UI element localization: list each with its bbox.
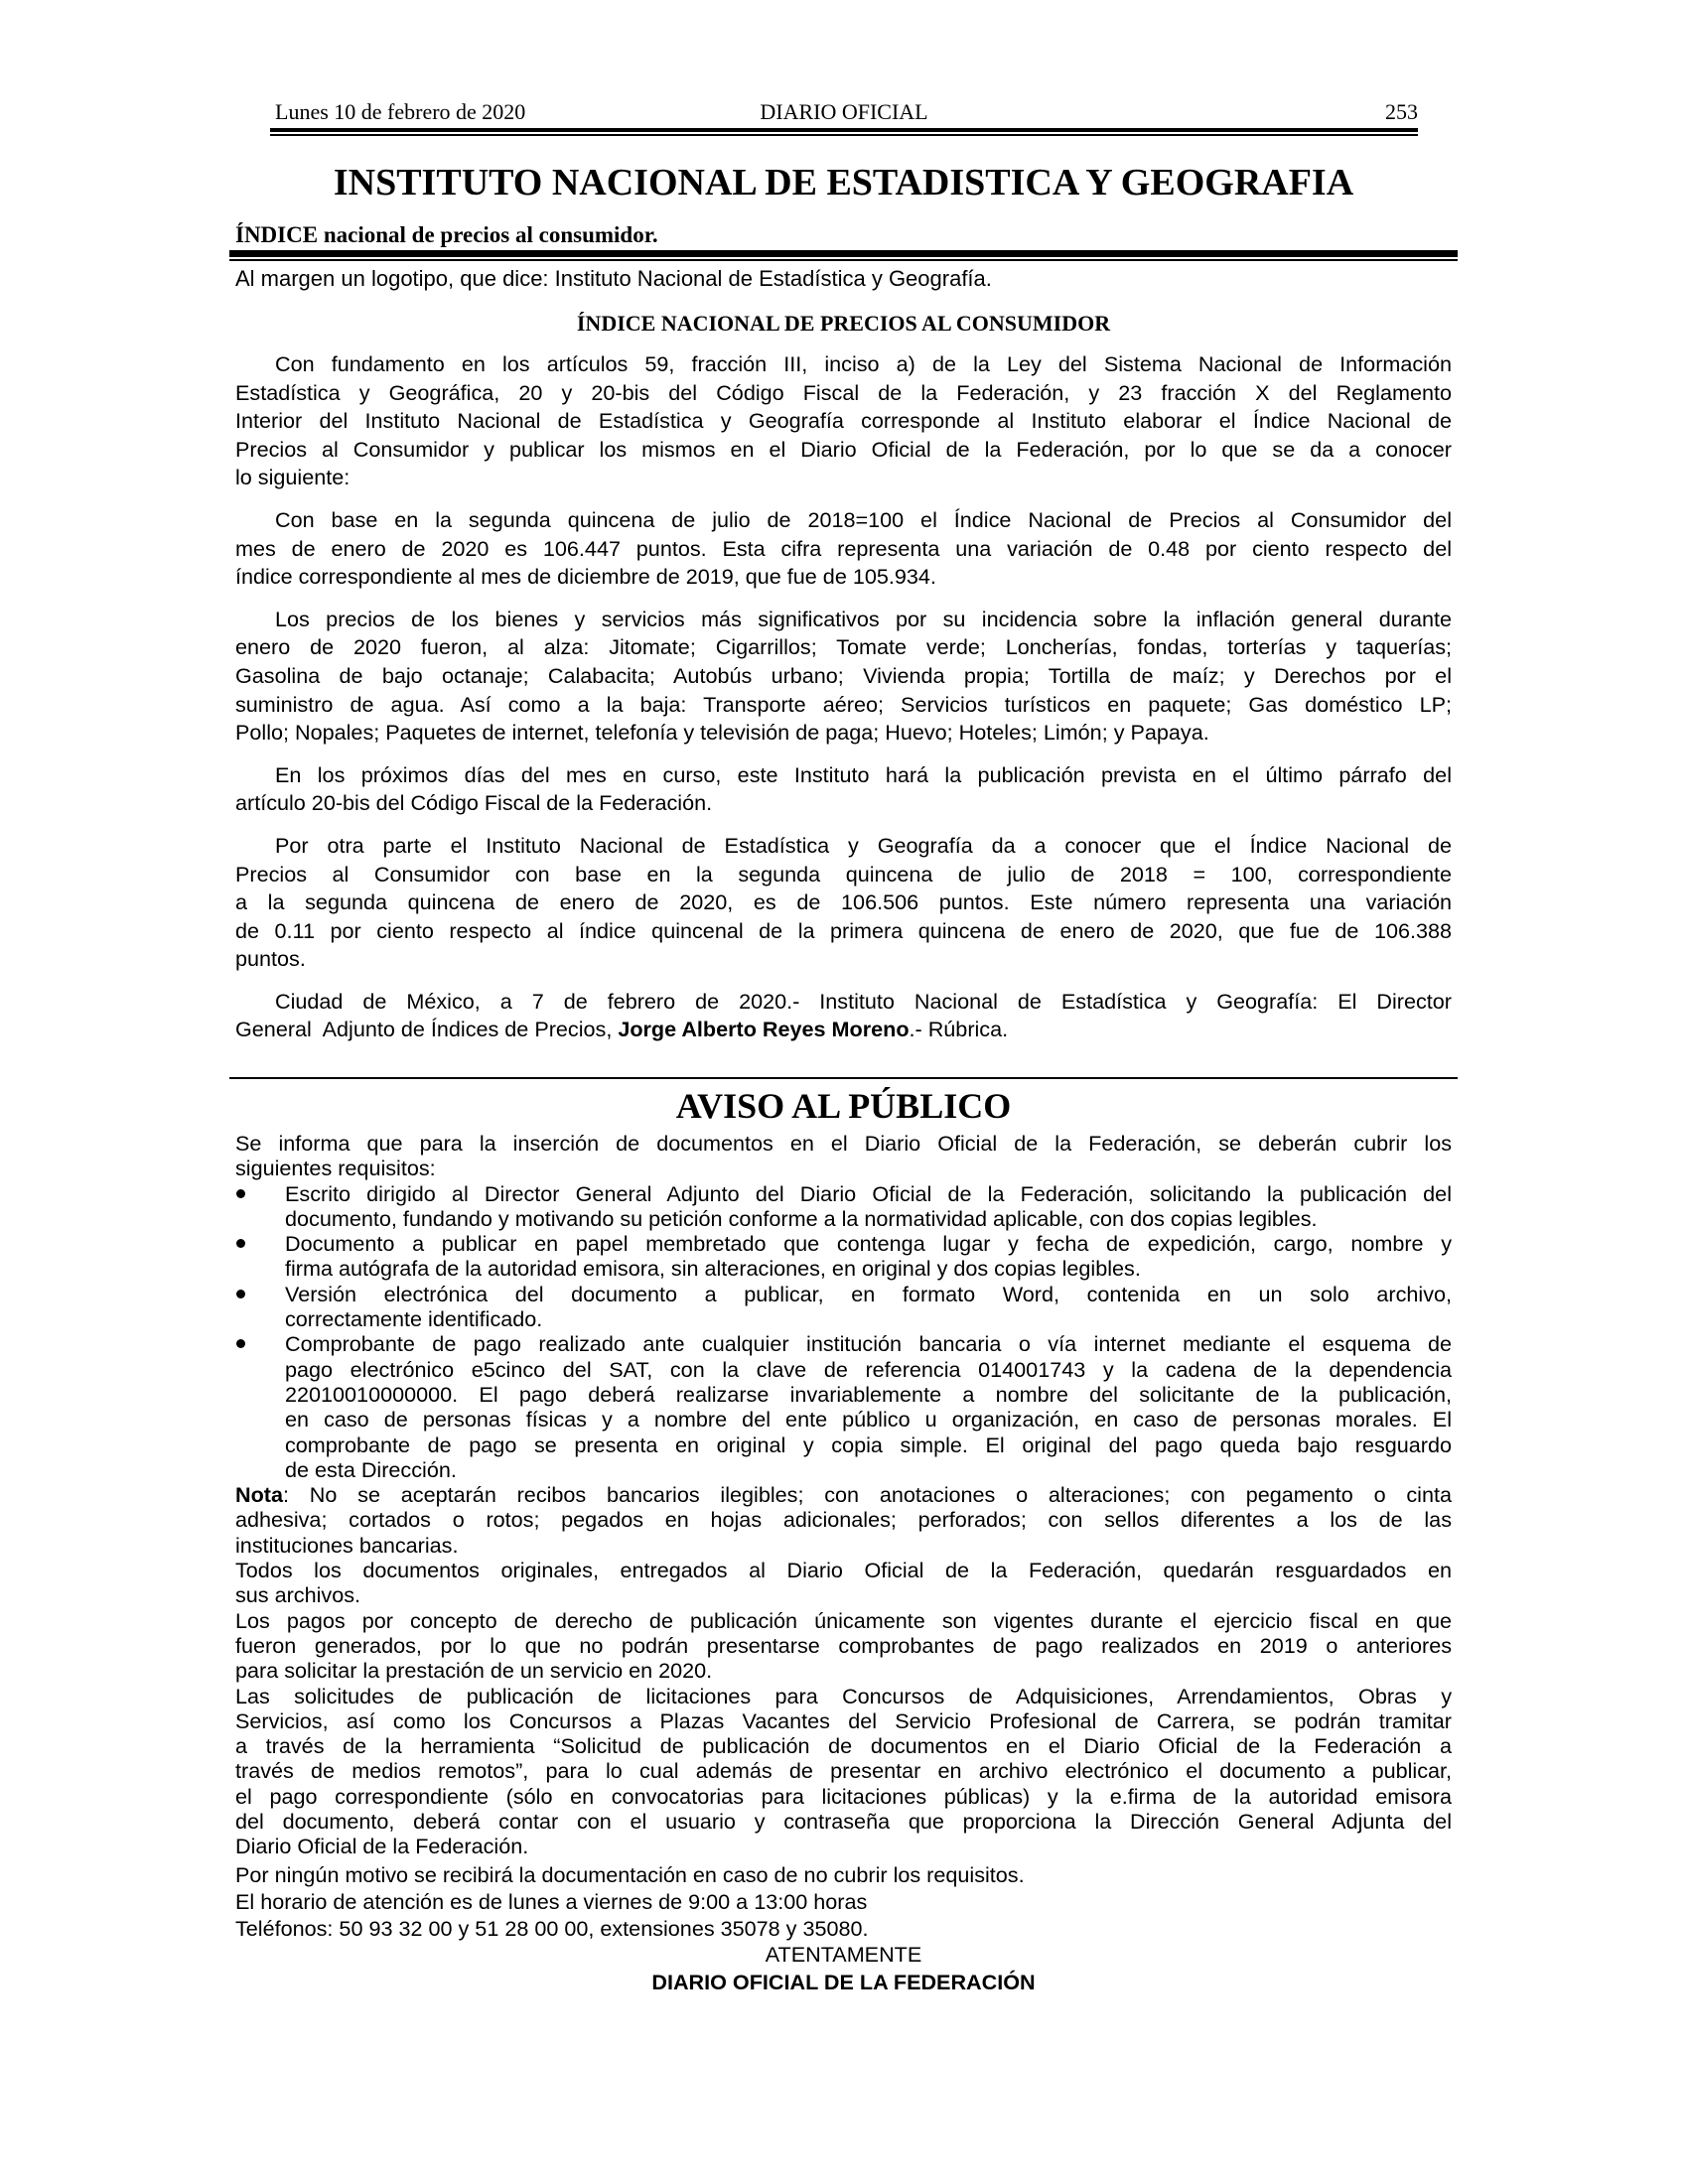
paragraph-line: mes de enero de 2020 es 106.447 puntos. Esta cifra representa una variación de 0.48 por ciento respecto del: [235, 535, 1452, 561]
header-publication: DIARIO OFICIAL: [760, 99, 928, 124]
running-header: [270, 99, 1418, 129]
paragraph-line: suministro de agua. Así como a la baja: Transporte aéreo; Servicios turísticos en paquete; Gas doméstico LP;: [235, 691, 1452, 717]
aviso-nota: [235, 1482, 1452, 1558]
paragraph-line: Pollo; Nopales; Paquetes de internet, telefonía y televisión de paga; Huevo; Hoteles; Limón; y Papaya.: [235, 720, 1209, 746]
section-divider: [229, 1077, 1458, 1079]
requirement-item: [235, 1282, 1452, 1332]
bullet-icon: [236, 1339, 245, 1348]
paragraph-line: Los precios de los bienes y servicios más significativos por su incidencia sobre la inflación general durante: [275, 606, 1452, 631]
aviso-paragraph-line: sus archivos.: [235, 1582, 361, 1608]
requirement-line: Documento a publicar en papel membretado que contenga lugar y fecha de expedición, cargo, nombre y: [285, 1231, 1452, 1257]
signature-prefix: General Adjunto de Índices de Precios,: [235, 1017, 619, 1042]
paragraph-line: En los próximos días del mes en curso, este Instituto hará la publicación prevista en el último párrafo del: [275, 761, 1452, 787]
requirement-item: [235, 1181, 1452, 1232]
closing: [229, 1941, 1458, 1997]
aviso-paragraph-line: a través de la herramienta “Solicitud de publicación de documentos en el Diario Oficial de la Federación a: [235, 1733, 1452, 1759]
aviso-intro-line: Se informa que para la inserción de documentos en el Diario Oficial de la Federación, se deberán cubrir los: [235, 1131, 1452, 1156]
aviso-paragraph-line: para solicitar la prestación de un servicio en 2020.: [235, 1658, 713, 1684]
paragraph: [235, 506, 1452, 592]
paragraph-line: enero de 2020 fueron, al alza: Jitomate; Cigarrillos; Tomate verde; Loncherías, fondas, torterías y taquerías;: [235, 634, 1452, 660]
section-label-rest: nacional de precios al consumidor.: [318, 222, 658, 247]
paragraph: [235, 606, 1452, 748]
paragraph-line: índice correspondiente al mes de diciembre de 2019, que fue de 105.934.: [235, 564, 936, 590]
header-page-number: 253: [1385, 99, 1418, 124]
nota-label: Nota: [235, 1482, 283, 1508]
nota-line: instituciones bancarias.: [235, 1532, 459, 1558]
requirement-line: pago electrónico e5cinco del SAT, con la clave de referencia 014001743 y la cadena de la dependencia: [285, 1356, 1452, 1382]
paragraph-line: Gasolina de bajo octanaje; Calabacita; Autobús urbano; Vivienda propia; Tortilla de maíz; y Derechos por el: [235, 662, 1452, 688]
bullet-icon: [236, 1189, 245, 1198]
signature-line-2: [235, 1016, 1452, 1044]
aviso-body: [235, 1131, 1452, 1859]
aviso-paragraph-line: Todos los documentos originales, entregados al Diario Oficial de la Federación, quedarán resguardados en: [235, 1558, 1452, 1583]
requirement-line: 22010010000000. El pago deberá realizarse invariablemente a nombre del solicitante de la publicación,: [285, 1381, 1452, 1407]
requirement-line: Comprobante de pago realizado ante cualquier institución bancaria o vía internet mediante el esquema de: [285, 1331, 1452, 1357]
requirement-line: Versión electrónica del documento a publicar, en formato Word, contenida en un solo archivo,: [285, 1281, 1452, 1306]
bullet-icon: [236, 1290, 245, 1298]
header-date: Lunes 10 de febrero de 2020: [275, 99, 526, 124]
nota-line-1: [235, 1482, 1452, 1507]
paragraph: [235, 761, 1452, 818]
section-label: [235, 221, 658, 249]
aviso-paragraph: [235, 1608, 1452, 1684]
margin-note: Al margen un logotipo, que dice: Instituto Nacional de Estadística y Geografía.: [235, 266, 992, 291]
requirement-item: [235, 1231, 1452, 1282]
tail-requirements-note: Por ningún motivo se recibirá la documentación en caso de no cubrir los requisitos.: [235, 1862, 1025, 1887]
aviso-paragraph-line: Diario Oficial de la Federación.: [235, 1834, 529, 1859]
main-body: [235, 350, 1452, 1058]
nota-rest: [235, 1507, 1452, 1558]
nota-line: adhesiva; cortados o rotos; pegados en hojas adicionales; perforados; con sellos diferentes a los de las: [235, 1507, 1452, 1533]
paragraph-line: puntos.: [235, 946, 306, 972]
aviso-paragraph: [235, 1558, 1452, 1608]
aviso-paragraph-line: Servicios, así como los Concursos a Plazas Vacantes del Servicio Profesional de Carrera, se podrán tramitar: [235, 1707, 1452, 1733]
paragraph-line: Estadística y Geográfica, 20 y 20-bis del Código Fiscal de la Federación, y 23 fracción X del Reglamento: [235, 379, 1452, 405]
requirement-line: correctamente identificado.: [285, 1306, 543, 1332]
paragraph: [235, 832, 1452, 974]
requirement-line: de esta Dirección.: [285, 1456, 457, 1482]
aviso-paragraph-line: del documento, deberá contar con el usuario y contraseña que proporciona la Dirección General Adjunta del: [235, 1809, 1452, 1835]
aviso-tail: [235, 1861, 1452, 1942]
signature-paragraph: [235, 988, 1452, 1044]
aviso-title: AVISO AL PÚBLICO: [675, 1086, 1012, 1126]
paragraph-line: artículo 20-bis del Código Fiscal de la Federación.: [235, 790, 713, 816]
paragraph-line: lo siguiente:: [235, 465, 351, 490]
requirement-line: Escrito dirigido al Director General Adjunto del Diario Oficial de la Federación, solicitando la publicación del: [285, 1180, 1452, 1206]
paragraph: [235, 350, 1452, 492]
requirement-line: firma autógrafa de la autoridad emisora, sin alteraciones, en original y dos copias legibles.: [285, 1256, 1141, 1282]
tail-phones: Teléfonos: 50 93 32 00 y 51 28 00 00, extensiones 35078 y 35080.: [235, 1916, 869, 1941]
aviso-paragraph-line: el pago correspondiente (sólo en convocatorias para licitaciones públicas) y la e.firma de la autoridad emisora: [235, 1783, 1452, 1809]
paragraph-line: Por otra parte el Instituto Nacional de Estadística y Geografía da a conocer que el Índice Nacional de: [275, 832, 1452, 858]
closing-salutation: ATENTAMENTE: [765, 1942, 922, 1967]
closing-signer: DIARIO OFICIAL DE LA FEDERACIÓN: [651, 1970, 1036, 1994]
header-rule-thin: [270, 134, 1418, 136]
signature-line-1: Ciudad de México, a 7 de febrero de 2020.- Instituto Nacional de Estadística y Geografía: El Director: [275, 988, 1452, 1014]
paragraph-line: Con base en la segunda quincena de julio de 2018=100 el Índice Nacional de Precios al Consumidor del: [275, 506, 1452, 532]
aviso-paragraph: [235, 1684, 1452, 1859]
paragraph-line: Interior del Instituto Nacional de Estadística y Geografía corresponde al Instituto elaborar el Índice Nacional de: [235, 408, 1452, 434]
header-rule-thick: [270, 128, 1418, 132]
aviso-paragraph-line: fueron generados, por lo que no podrán presentarse comprobantes de pago realizados en 2019 o anteriores: [235, 1632, 1452, 1658]
nota-first-line: : No se aceptarán recibos bancarios ilegibles; con anotaciones o alteraciones; con pegamento o cinta: [283, 1482, 1452, 1508]
aviso-paragraph-line: Las solicitudes de publicación de licitaciones para Concursos de Adquisiciones, Arrendamientos, Obras y: [235, 1683, 1452, 1708]
requirement-line: documento, fundando y motivando su petición conforme a la normatividad aplicable, con dos copias legibles.: [285, 1205, 1318, 1231]
paragraph-line: a la segunda quincena de enero de 2020, es de 106.506 puntos. Este número representa una variación: [235, 889, 1452, 915]
requirement-item: [235, 1331, 1452, 1482]
aviso-requirements-list: [235, 1181, 1452, 1483]
aviso-paragraph-line: través de medios remotos”, para lo cual además de presentar en archivo electrónico el documento a publicar,: [235, 1758, 1452, 1784]
aviso-paragraphs: [235, 1558, 1452, 1859]
institution-title: INSTITUTO NACIONAL DE ESTADISTICA Y GEOGRAFIA: [333, 162, 1354, 204]
paragraph-line: de 0.11 por ciento respecto al índice quincenal de la primera quincena de enero de 2020, que fue de 106.388: [235, 917, 1452, 943]
aviso-intro: [235, 1131, 1452, 1181]
section-rule-thick: [229, 250, 1458, 257]
paragraph-line: Precios al Consumidor y publicar los mismos en el Diario Oficial de la Federación, por lo que se da a conocer: [235, 436, 1452, 462]
paragraph-line: Precios al Consumidor con base en la segunda quincena de julio de 2018 = 100, correspondiente: [235, 861, 1452, 887]
inpc-heading: ÍNDICE NACIONAL DE PRECIOS AL CONSUMIDOR: [576, 311, 1111, 336]
bullet-icon: [236, 1239, 245, 1248]
requirement-line: en caso de personas físicas y a nombre del ente público u organización, en caso de personas morales. El: [285, 1407, 1452, 1433]
section-label-bold: ÍNDICE: [235, 222, 319, 247]
requirement-line: comprobante de pago se presenta en original y copia simple. El original del pago queda bajo resguardo: [285, 1432, 1452, 1457]
paragraph-line: Con fundamento en los artículos 59, fracción III, inciso a) de la Ley del Sistema Nacional de Información: [275, 351, 1452, 376]
signature-suffix: .- Rúbrica.: [909, 1017, 1009, 1042]
signer-name: Jorge Alberto Reyes Moreno: [618, 1017, 910, 1042]
section-rule-thin: [229, 259, 1458, 261]
tail-office-hours: El horario de atención es de lunes a viernes de 9:00 a 13:00 horas: [235, 1889, 868, 1914]
aviso-intro-line: siguientes requisitos:: [235, 1156, 436, 1181]
aviso-paragraph-line: Los pagos por concepto de derecho de publicación únicamente son vigentes durante el ejercicio fiscal en que: [235, 1607, 1452, 1633]
paragraphs: [235, 350, 1452, 974]
